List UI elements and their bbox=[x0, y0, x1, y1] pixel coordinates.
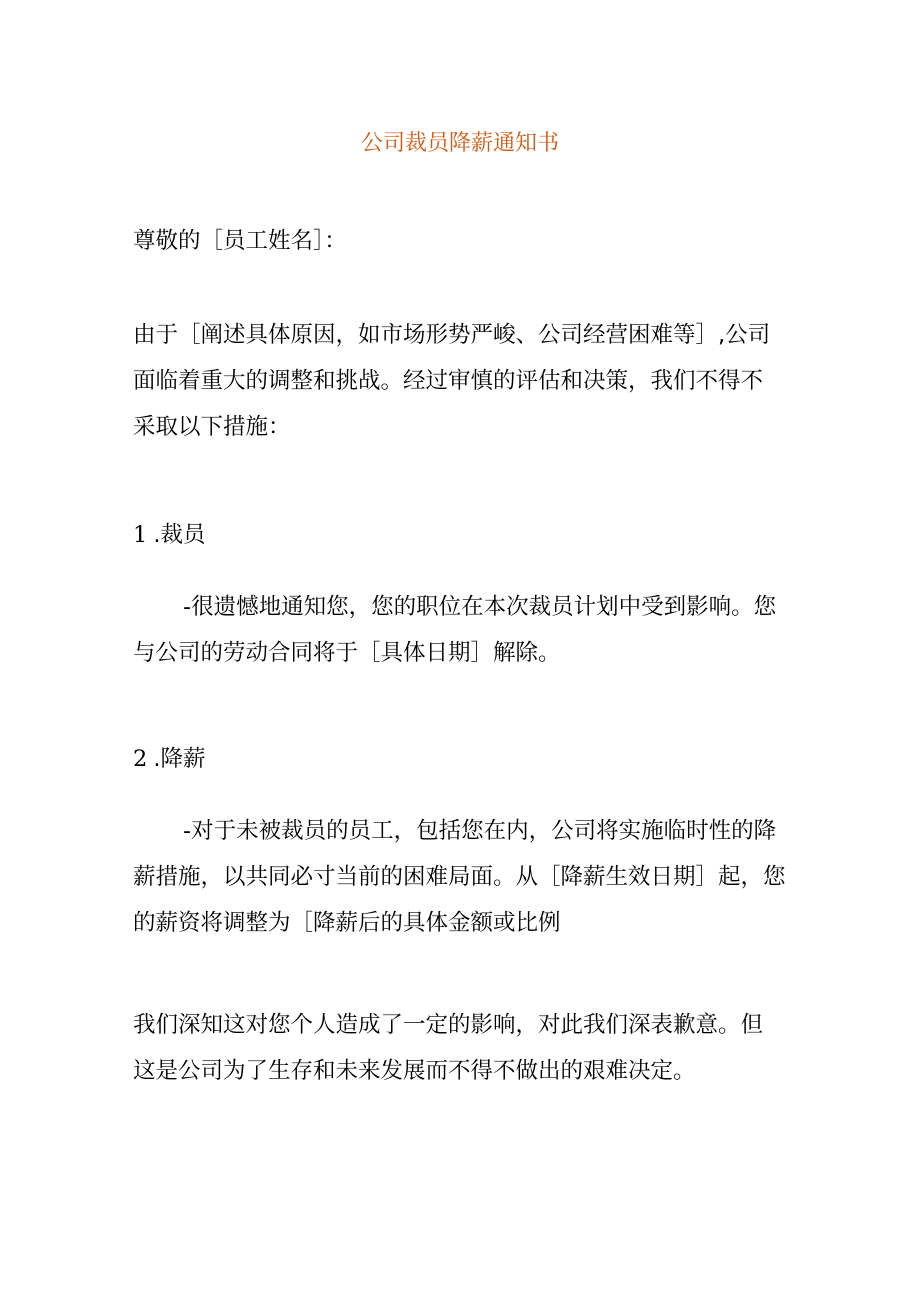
closing-paragraph bbox=[133, 1002, 798, 1094]
intro-line: 由于［阐述具体原因，如市场形势严峻、公司经营困难等］,公司 bbox=[133, 322, 771, 348]
layoff-line: -很遗憾地通知您，您的职位在本次裁员计划中受到影响。您 bbox=[183, 594, 777, 620]
section-label: .裁员 bbox=[153, 522, 206, 548]
section-number: 1 bbox=[133, 522, 148, 548]
section-heading-paycut bbox=[133, 736, 798, 782]
greeting bbox=[133, 218, 798, 264]
paycut-paragraph bbox=[133, 808, 798, 946]
intro-line: 采取以下措施： bbox=[133, 414, 291, 440]
section-heading-layoff bbox=[133, 512, 798, 558]
intro-paragraph bbox=[133, 312, 798, 450]
greeting-text: 尊敬的［员工姓名］： bbox=[133, 228, 347, 254]
section-label: .降薪 bbox=[153, 746, 206, 772]
document-title: 公司裁员降薪通知书 bbox=[360, 131, 559, 156]
intro-line: 面临着重大的调整和挑战。经过审慎的评估和决策，我们不得不 bbox=[133, 368, 764, 394]
layoff-paragraph bbox=[133, 584, 798, 676]
layoff-line: 与公司的劳动合同将于［具体日期］解除。 bbox=[133, 640, 561, 666]
section-number: 2 bbox=[133, 746, 148, 772]
closing-line: 我们深知这对您个人造成了一定的影响，对此我们深表歉意。但 bbox=[133, 1012, 764, 1038]
paycut-line: 薪措施，以共同必寸当前的困难局面。从［降薪生效日期］起，您 bbox=[133, 864, 786, 890]
closing-line: 这是公司为了生存和未来发展而不得不做出的艰难决定。 bbox=[133, 1058, 696, 1084]
paycut-line: 的薪资将调整为［降薪后的具体金额或比例 bbox=[133, 910, 561, 936]
paycut-line: -对于未被裁员的员工，包括您在内，公司将实施临时性的降 bbox=[183, 818, 777, 844]
